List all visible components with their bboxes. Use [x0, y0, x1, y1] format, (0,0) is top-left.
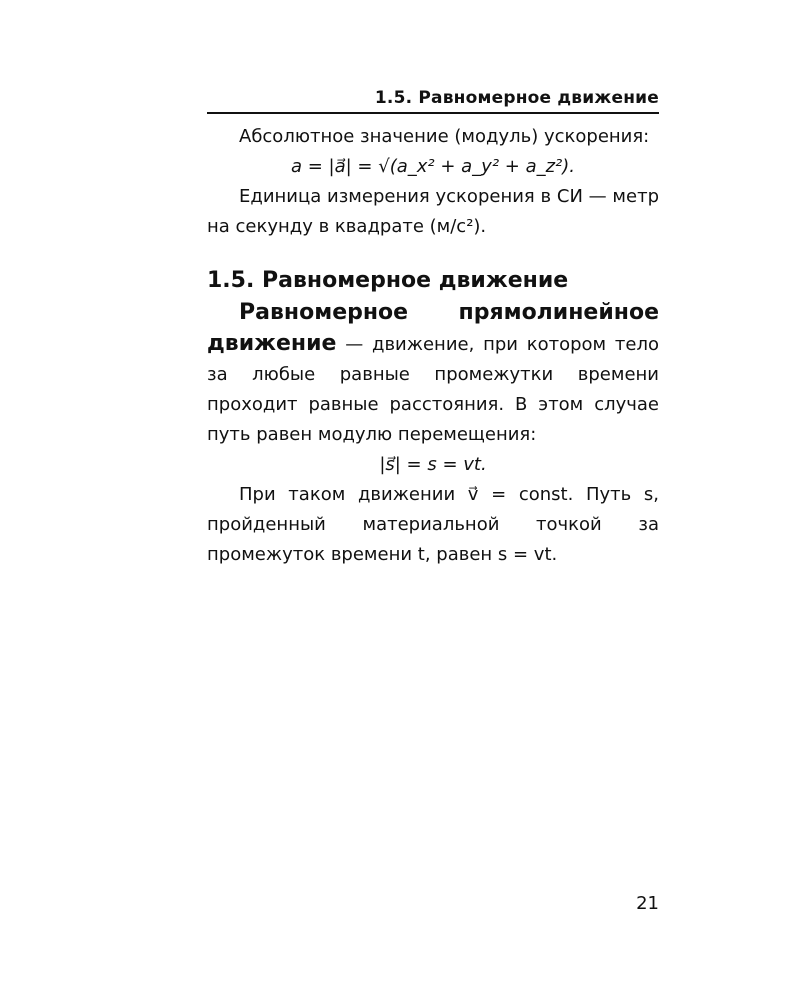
- term-word-1: Равномерное: [239, 300, 409, 325]
- term-word-2: прямолинейное: [458, 300, 659, 325]
- running-head: 1.5. Равномерное движение: [207, 88, 659, 114]
- page-number: 21: [636, 893, 659, 914]
- term-word-3: движение: [207, 331, 337, 356]
- page-body: [207, 88, 659, 570]
- definition-text: — движение, при котором тело за любые равные промежутки времени проходит равные расстояния. В этом случае путь равен модулю перемещения:: [207, 334, 659, 445]
- term-line: [207, 297, 659, 329]
- formula-acceleration: a = |a⃗| = √(a_x² + a_y² + a_z²).: [290, 156, 576, 177]
- paragraph-si-unit: Единица измерения ускорения в СИ — метр на секунду в квадрате (м/с²).: [207, 186, 659, 237]
- section-title: 1.5. Равномерное движение: [207, 268, 569, 293]
- paragraph-acceleration-modulus: Абсолютное значение (модуль) ускорения:: [239, 126, 650, 147]
- paragraph-constant-velocity: При таком движении v⃗ = const. Путь s, пройденный материальной точкой за промежуток времени t, равен s = vt.: [207, 484, 659, 565]
- formula-path: |s⃗| = s = vt.: [379, 454, 487, 475]
- definition-paragraph: [207, 329, 659, 450]
